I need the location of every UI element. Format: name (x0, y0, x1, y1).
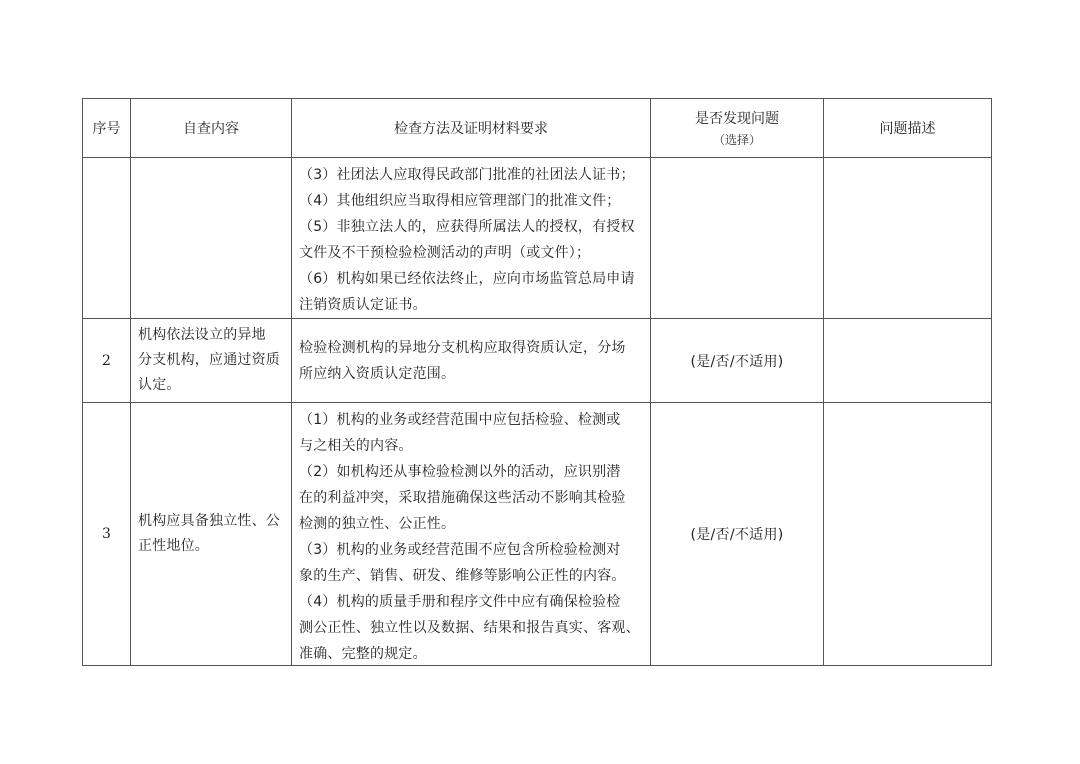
content-line: 正性地位。 (138, 538, 209, 554)
choice-options: (是/否/不适用) (690, 353, 784, 370)
method-line: 在的利益冲突，采取措施确保这些活动不影响其检验 (299, 490, 626, 506)
row-content-cell (131, 319, 292, 402)
row-content-text (138, 323, 280, 398)
header-found-sub: （选择） (712, 133, 761, 147)
method-line: 所应纳入资质认定范围。 (299, 365, 456, 382)
content-line: 机构应具备独立性、公 (138, 513, 280, 529)
method-line: 准确、完整的规定。 (299, 646, 427, 662)
header-desc: 问题描述 (879, 121, 936, 137)
method-line: （6）机构如果已经依法终止，应向市场监管总局申请 (299, 271, 635, 287)
method-line: （3）机构的业务或经营范围不应包含所检验检测对 (299, 542, 621, 558)
row-desc-cell[interactable] (824, 403, 991, 665)
row-method-cell (292, 403, 651, 665)
method-line: 象的生产、销售、研发、维修等影响公正性的内容。 (299, 568, 626, 584)
row-choice-cell[interactable] (651, 403, 824, 665)
header-no: 序号 (92, 121, 121, 137)
row-desc-cell[interactable] (824, 319, 991, 402)
row-method-cell (292, 158, 651, 318)
header-cell-content (131, 99, 292, 157)
row-content-cell (131, 403, 292, 665)
method-line: 注销资质认定证书。 (299, 297, 427, 313)
method-line: （2）如机构还从事检验检测以外的活动，应识别潜 (299, 464, 621, 480)
table-row (83, 158, 991, 319)
method-line: （3）社团法人应取得民政部门批准的社团法人证书； (299, 167, 635, 183)
row-number: 3 (102, 526, 111, 542)
method-line: （5）非独立法人的，应获得所属法人的授权，有授权 (299, 219, 635, 235)
row-no-cell (83, 158, 131, 318)
header-content: 自查内容 (183, 121, 239, 137)
content-line: 机构依法设立的异地 (138, 327, 266, 343)
method-line: 检测的独立性、公正性。 (299, 516, 456, 532)
header-cell-no (83, 99, 131, 157)
choice-options: (是/否/不适用) (690, 527, 784, 543)
row-no-cell (83, 319, 131, 402)
method-line: （4）其他组织应当取得相应管理部门的批准文件； (299, 193, 621, 209)
header-cell-desc (824, 99, 991, 157)
table-header-row (83, 99, 991, 158)
row-content-cell (131, 158, 292, 318)
method-line: 检验检测机构的异地分支机构应取得资质认定，分场 (299, 339, 626, 356)
row-no-cell (83, 403, 131, 665)
header-found: 是否发现问题 (695, 111, 779, 127)
method-line: 与之相关的内容。 (299, 438, 413, 454)
row-number: 2 (102, 352, 111, 369)
content-line: 分支机构，应通过资质 (138, 352, 280, 368)
row-method-cell (292, 319, 651, 402)
self-inspection-table (82, 98, 992, 666)
row-content-text (138, 509, 280, 559)
row-choice-cell[interactable] (651, 319, 824, 402)
method-line: 文件及不干预检验检测活动的声明（或文件）； (299, 245, 591, 261)
table-row (83, 319, 991, 403)
row-desc-cell[interactable] (824, 158, 991, 318)
content-line: 认定。 (138, 377, 181, 393)
header-cell-method (292, 99, 651, 157)
row-choice-cell[interactable] (651, 158, 824, 318)
method-line: （4）机构的质量手册和程序文件中应有确保检验检 (299, 594, 621, 610)
method-line: （1）机构的业务或经营范围中应包括检验、检测或 (299, 412, 621, 428)
table-row (83, 403, 991, 665)
header-method: 检查方法及证明材料要求 (394, 121, 548, 137)
header-cell-found (651, 99, 824, 157)
method-line: 测公正性、独立性以及数据、结果和报告真实、客观、 (299, 620, 640, 636)
